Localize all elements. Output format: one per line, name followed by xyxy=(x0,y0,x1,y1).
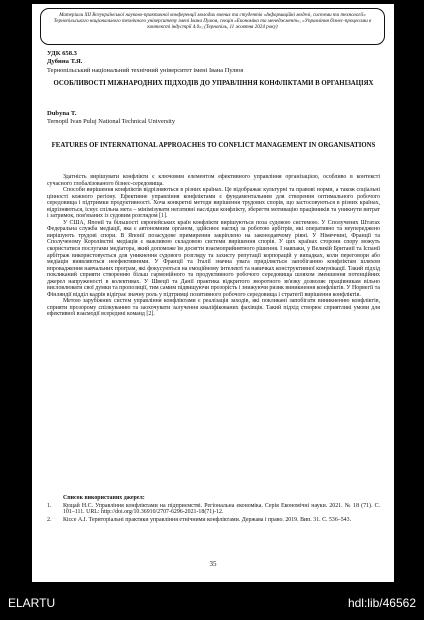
reference-item xyxy=(47,503,380,516)
body-paragraph: Способи вирішення конфліктів відрізняються в різних країнах. Це відображає культурні та правові норми, а також соціальні цінності кожного регіону. Ефективне управління конфліктами є фундаментальним для створення оптимального робочого середовища і підтримки продуктивності. Хоча конкретні методи вирішення трудових спорів, що застосовуються в різних країнах, відрізняються, існує спільна мета – мінімізувати негативні наслідки конфлікту, зберегти мотивацію працівників та уникнути витрат і затримок, пов'язаних із судовим розглядом [1]. xyxy=(47,187,380,220)
author-ua: Дубина Т.Я. xyxy=(47,58,83,65)
title-en: FEATURES OF INTERNATIONAL APPROACHES TO CONFLICT MANAGEMENT IN ORGANISATIONS xyxy=(51,142,376,149)
article-body xyxy=(47,174,380,318)
repository-name: ELARTU xyxy=(8,596,56,610)
references-heading: Список використаних джерел: xyxy=(63,495,145,501)
references xyxy=(47,495,380,524)
handle-id: hdl:lib/46562 xyxy=(347,596,416,610)
institution-ua: Тернопільський національний технічний університет імені Івана Пулюя xyxy=(47,67,244,74)
reference-text: Кущай Н.С. Управління конфліктами на підприємстві. Регіональна економіка. Серія Економічні науки. 2021. № 18 (71). С. 101–111. URL: http://doi.org/10.36910/2707-6296-2021-18(71)-12. xyxy=(63,502,380,516)
document-page xyxy=(32,4,394,582)
reference-item xyxy=(47,517,380,524)
body-paragraph: Метою зарубіжних систем управління конфліктами є реалізація заходів, які покликані запобігати виникненню конфліктів, сприяти прозорому спілкуванню та заохочувати залучення кваліфікованих фахівців. Такий підхід створює сприятливі умови для ефективної взаємодії всередині команд [2]. xyxy=(47,298,380,318)
author-en: Dubyna T. xyxy=(47,110,77,117)
body-paragraph: Здатність вирішувати конфлікти є ключовим елементом ефективного управління організацією, особливо в контексті сучасного глобалізованого бізнес-середовища. xyxy=(47,174,380,187)
title-ua: ОСОБЛИВОСТІ МІЖНАРОДНИХ ПІДХОДІВ ДО УПРАВЛІННЯ КОНФЛІКТАМИ В ОРГАНІЗАЦІЯХ xyxy=(53,80,374,87)
institution-en: Ternopil Ivan Puluj National Technical University xyxy=(47,118,176,125)
page-number: 35 xyxy=(209,560,217,568)
udk-code: УДК 658.3 xyxy=(47,50,77,57)
reference-number: 1. xyxy=(47,502,52,509)
reference-number: 2. xyxy=(47,516,52,523)
repository-footer xyxy=(0,588,424,620)
body-paragraph: У США, Японії та більшості європейських країн конфлікти вирішуються поза судовою системою. У Сполучених Штатах Федеральна служба медіації, яка є автономним органом, здійснює нагляд за роботою арбітрів, які оперативно та неупереджено вирішують трудові спори. В Японії позасудове примирення закріплено на законодавчому рівні. У Німеччині, Франції та Сполученому Королівстві медіація є важливою складовою системи вирішення спорів. У цих країнах сторони спору можуть скористатися послугами медіатора, який допоможе їм досягти взаємоприйнятного рішення. І навпаки, у Великій Британії та Іспанії арбітраж використовується для уникнення судового розгляду та захисту репутації корпорацій у випадках, коли переговори або медіація виявляються неефективними. У Франції та Італії значна увага приділяється запобіганню конфліктам шляхом впровадження навчальних програм, які фокусуються на емоційному інтелекті та навичках конструктивної комунікації. Такий підхід покликаний сприяти створенню більш гармонійного та продуктивного робочого середовища шляхом зменшення потенційних джерел напруженості в колективах. У Швеції та Данії практика відкритого зворотного зв'язку дозволяє працівникам вільно висловлювати свої думки та пропозиції, тим самим підвищуючи прозорість і знижуючи ризик виникнення конфліктів. У Норвегії та Фінляндії відділ кадрів відіграє значну роль у підтримці позитивного робочого середовища і стратегії вирішення конфліктів. xyxy=(47,219,380,298)
conference-banner: Матеріали XII Всеукраїнської науково-практичної конференції молодих вчених та студентів «Інформаційні моделі, системи та технології» Тернопільського національного технічного університету імені Івана Пулюя, секція «Економіка та менеджмент», «Управління бізнес-процесами в контексті індустрії 4.0», (Тернопіль, 11 жовтня 2024 року) xyxy=(40,8,385,45)
reference-text: Кіссе А.І. Територіальні практики управління етнічними конфліктами. Держава і право. 2019. Вип. 31. С. 536–543. xyxy=(63,516,352,523)
